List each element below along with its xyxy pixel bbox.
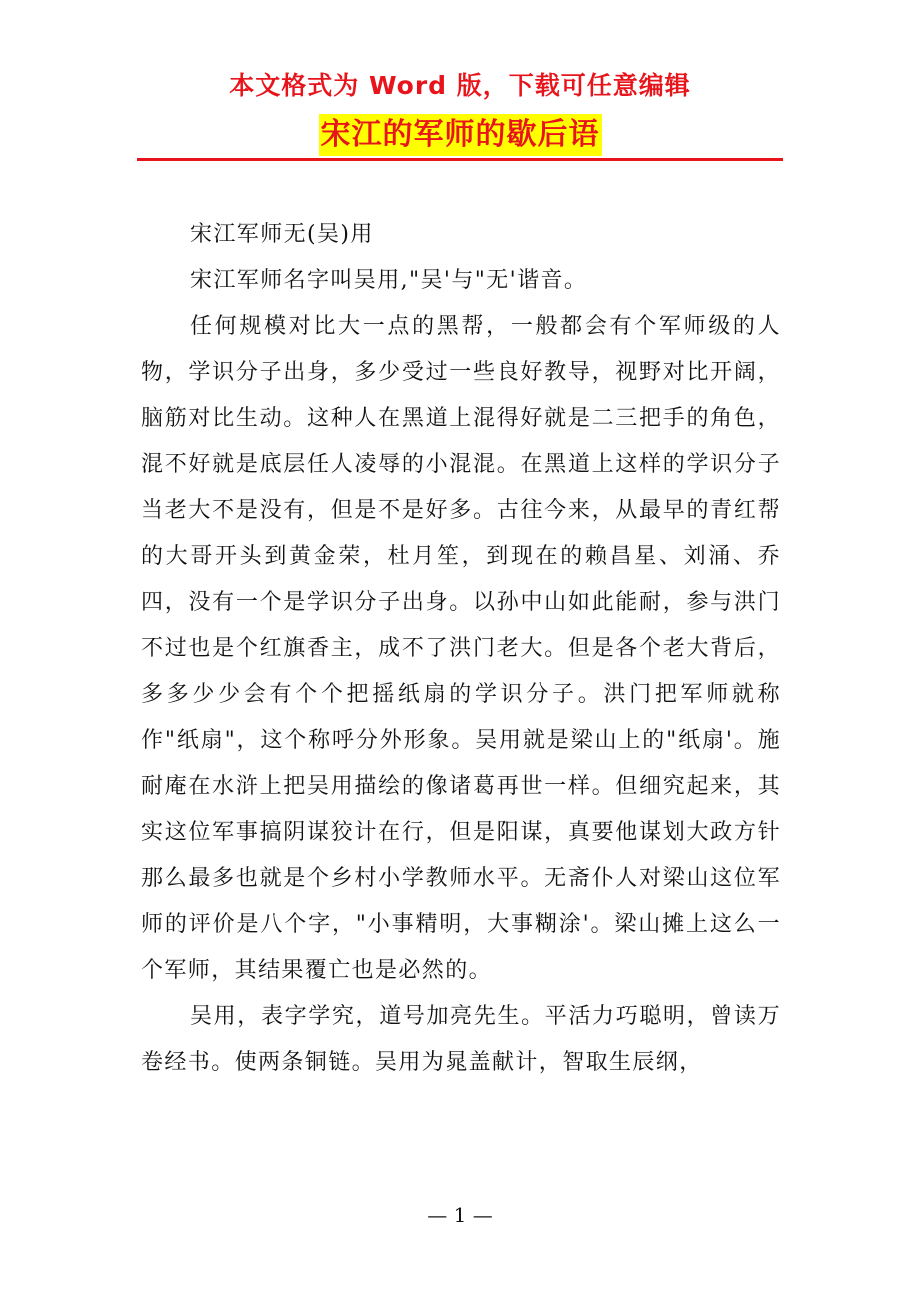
title-container <box>0 114 920 156</box>
paragraph-wuyong: 吴用，表字学究，道号加亮先生。平活力巧聪明，曾读万卷经书。使两条铜链。吴用为晁盖献计，智取生辰纲， <box>141 1004 781 1075</box>
paragraph-homophone: 宋江军师名字叫吴用,"吴'与"无'谐音。 <box>190 268 588 293</box>
header-divider <box>137 158 783 161</box>
format-banner: 本文格式为 Word 版，下载可任意编辑 <box>229 71 691 100</box>
paragraph-main: 任何规模对比大一点的黑帮，一般都会有个军师级的人物，学识分子出身，多少受过一些良好教导，视野对比开阔，脑筋对比生动。这种人在黑道上混得好就是二三把手的角色，混不好就是底层任人凌辱的小混混。在黑道上这样的学识分子当老大不是没有，但是不是好多。古往今来，从最早的青红帮的大哥开头到黄金荣，杜月笙，到现在的赖昌星、刘涌、乔四，没有一个是学识分子出身。以孙中山如此能耐，参与洪门不过也是个红旗香主，成不了洪门老大。但是各个老大背后，多多少少会有个个把摇纸扇的学识分子。洪门把军师就称作"纸扇"，这个称呼分外形象。吴用就是梁山上的"纸扇'。施耐庵在水浒上把吴用描绘的像诸葛再世一样。但细究起来，其实这位军事搞阴谋狡计在行，但是阳谋，真要他谋划大政方针那么最多也就是个乡村小学教师水平。无斋仆人对梁山这位军师的评价是八个字，"小事精明，大事糊涂'。梁山摊上这么一个军师，其结果覆亡也是必然的。 <box>141 314 781 983</box>
document-body <box>141 212 781 1086</box>
page-number: — 1 — <box>427 1203 493 1227</box>
document-title: 宋江的军师的歇后语 <box>319 114 602 156</box>
paragraph-heading: 宋江军师无(吴)用 <box>190 222 374 247</box>
